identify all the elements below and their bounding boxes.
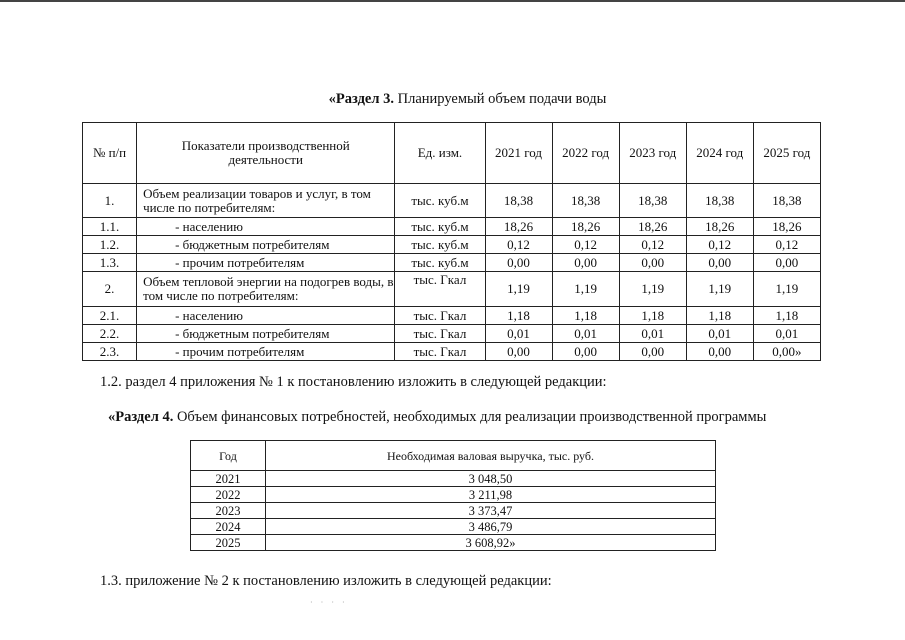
paragraph-1-3: 1.3. приложение № 2 к постановлению изложить в следующей редакции:	[100, 573, 552, 589]
row-unit: тыс. куб.м	[395, 236, 485, 254]
row-value: 18,38	[552, 184, 619, 218]
row-indicator: - бюджетным потребителям	[137, 325, 395, 343]
row-value: 0,01	[552, 325, 619, 343]
page-top-edge	[0, 0, 905, 2]
scan-noise: · · · ·	[310, 598, 348, 607]
table-row	[83, 272, 821, 307]
row-indicator: Объем тепловой энергии на подогрев воды, в том числе по потребителям:	[137, 272, 395, 307]
row-value: 18,26	[485, 218, 552, 236]
row-num: 1.3.	[83, 254, 137, 272]
row-num: 2.1.	[83, 307, 137, 325]
row-unit: тыс. Гкал	[395, 307, 485, 325]
row-revenue: 3 608,92»	[266, 535, 716, 551]
row-value: 18,26	[686, 218, 753, 236]
row-value: 0,00	[686, 343, 753, 361]
row-value: 0,01	[686, 325, 753, 343]
row-num: 2.	[83, 272, 137, 307]
row-value: 0,00	[552, 343, 619, 361]
table-row	[191, 519, 716, 535]
header-revenue: Необходимая валовая выручка, тыс. руб.	[266, 441, 716, 471]
row-value: 1,18	[485, 307, 552, 325]
header-year-2022: 2022 год	[552, 123, 619, 184]
row-indicator: - населению	[137, 218, 395, 236]
row-value: 0,00»	[753, 343, 820, 361]
row-value: 0,12	[686, 236, 753, 254]
row-value: 0,00	[485, 254, 552, 272]
row-value: 18,26	[753, 218, 820, 236]
row-year: 2021	[191, 471, 266, 487]
row-value: 18,38	[753, 184, 820, 218]
table-row	[83, 343, 821, 361]
row-year: 2022	[191, 487, 266, 503]
table-row	[83, 184, 821, 218]
row-revenue: 3 486,79	[266, 519, 716, 535]
row-value: 1,19	[753, 272, 820, 307]
row-value: 0,01	[619, 325, 686, 343]
row-revenue: 3 211,98	[266, 487, 716, 503]
row-value: 1,19	[619, 272, 686, 307]
row-year: 2024	[191, 519, 266, 535]
row-value: 1,19	[686, 272, 753, 307]
row-value: 0,00	[753, 254, 820, 272]
row-unit: тыс. куб.м	[395, 184, 485, 218]
row-year: 2025	[191, 535, 266, 551]
row-value: 18,26	[619, 218, 686, 236]
row-value: 18,38	[619, 184, 686, 218]
header-year-2021: 2021 год	[485, 123, 552, 184]
header-indicator: Показатели производственной деятельности	[137, 123, 395, 184]
row-unit: тыс. Гкал	[395, 325, 485, 343]
table-row	[191, 535, 716, 551]
table-header-row	[191, 441, 716, 471]
header-unit: Ед. изм.	[395, 123, 485, 184]
row-num: 1.	[83, 184, 137, 218]
section3-title	[0, 90, 905, 108]
row-revenue: 3 373,47	[266, 503, 716, 519]
row-value: 1,18	[552, 307, 619, 325]
table-header-row	[83, 123, 821, 184]
row-value: 1,18	[753, 307, 820, 325]
row-value: 18,38	[686, 184, 753, 218]
row-num: 2.2.	[83, 325, 137, 343]
row-value: 0,00	[485, 343, 552, 361]
row-revenue: 3 048,50	[266, 471, 716, 487]
row-value: 0,12	[552, 236, 619, 254]
table-row	[83, 254, 821, 272]
header-year: Год	[191, 441, 266, 471]
row-value: 18,38	[485, 184, 552, 218]
row-value: 0,01	[485, 325, 552, 343]
table-row	[191, 503, 716, 519]
section4-title	[108, 408, 766, 426]
table-row	[83, 325, 821, 343]
row-value: 0,00	[619, 343, 686, 361]
header-year-2025: 2025 год	[753, 123, 820, 184]
header-num: № п/п	[83, 123, 137, 184]
row-value: 1,19	[485, 272, 552, 307]
row-unit: тыс. Гкал	[395, 272, 485, 307]
row-value: 0,00	[552, 254, 619, 272]
table-row	[191, 471, 716, 487]
row-value: 0,12	[485, 236, 552, 254]
row-value: 1,18	[686, 307, 753, 325]
water-supply-table	[82, 122, 821, 361]
row-value: 0,12	[753, 236, 820, 254]
section4-title-text: Объем финансовых потребностей, необходимых для реализации производственной программы	[173, 409, 767, 425]
row-num: 1.1.	[83, 218, 137, 236]
row-indicator: - населению	[137, 307, 395, 325]
table-row	[83, 307, 821, 325]
row-indicator: - бюджетным потребителям	[137, 236, 395, 254]
row-num: 1.2.	[83, 236, 137, 254]
row-indicator: - прочим потребителям	[137, 343, 395, 361]
table-row	[83, 218, 821, 236]
row-year: 2023	[191, 503, 266, 519]
row-indicator: Объем реализации товаров и услуг, в том числе по потребителям:	[137, 184, 395, 218]
row-value: 0,01	[753, 325, 820, 343]
row-value: 1,19	[552, 272, 619, 307]
row-value: 18,26	[552, 218, 619, 236]
table-row	[191, 487, 716, 503]
row-value: 0,12	[619, 236, 686, 254]
row-unit: тыс. куб.м	[395, 254, 485, 272]
section3-title-bold: «Раздел 3.	[328, 91, 394, 107]
row-num: 2.3.	[83, 343, 137, 361]
row-value: 0,00	[619, 254, 686, 272]
row-value: 1,18	[619, 307, 686, 325]
row-value: 0,00	[686, 254, 753, 272]
section4-title-bold: «Раздел 4.	[108, 409, 174, 425]
header-year-2023: 2023 год	[619, 123, 686, 184]
financial-needs-table	[190, 440, 716, 551]
section3-title-text: Планируемый объем подачи воды	[393, 91, 607, 107]
paragraph-1-2: 1.2. раздел 4 приложения № 1 к постановлению изложить в следующей редакции:	[100, 374, 607, 390]
row-unit: тыс. куб.м	[395, 218, 485, 236]
table-row	[83, 236, 821, 254]
row-unit: тыс. Гкал	[395, 343, 485, 361]
header-year-2024: 2024 год	[686, 123, 753, 184]
row-indicator: - прочим потребителям	[137, 254, 395, 272]
